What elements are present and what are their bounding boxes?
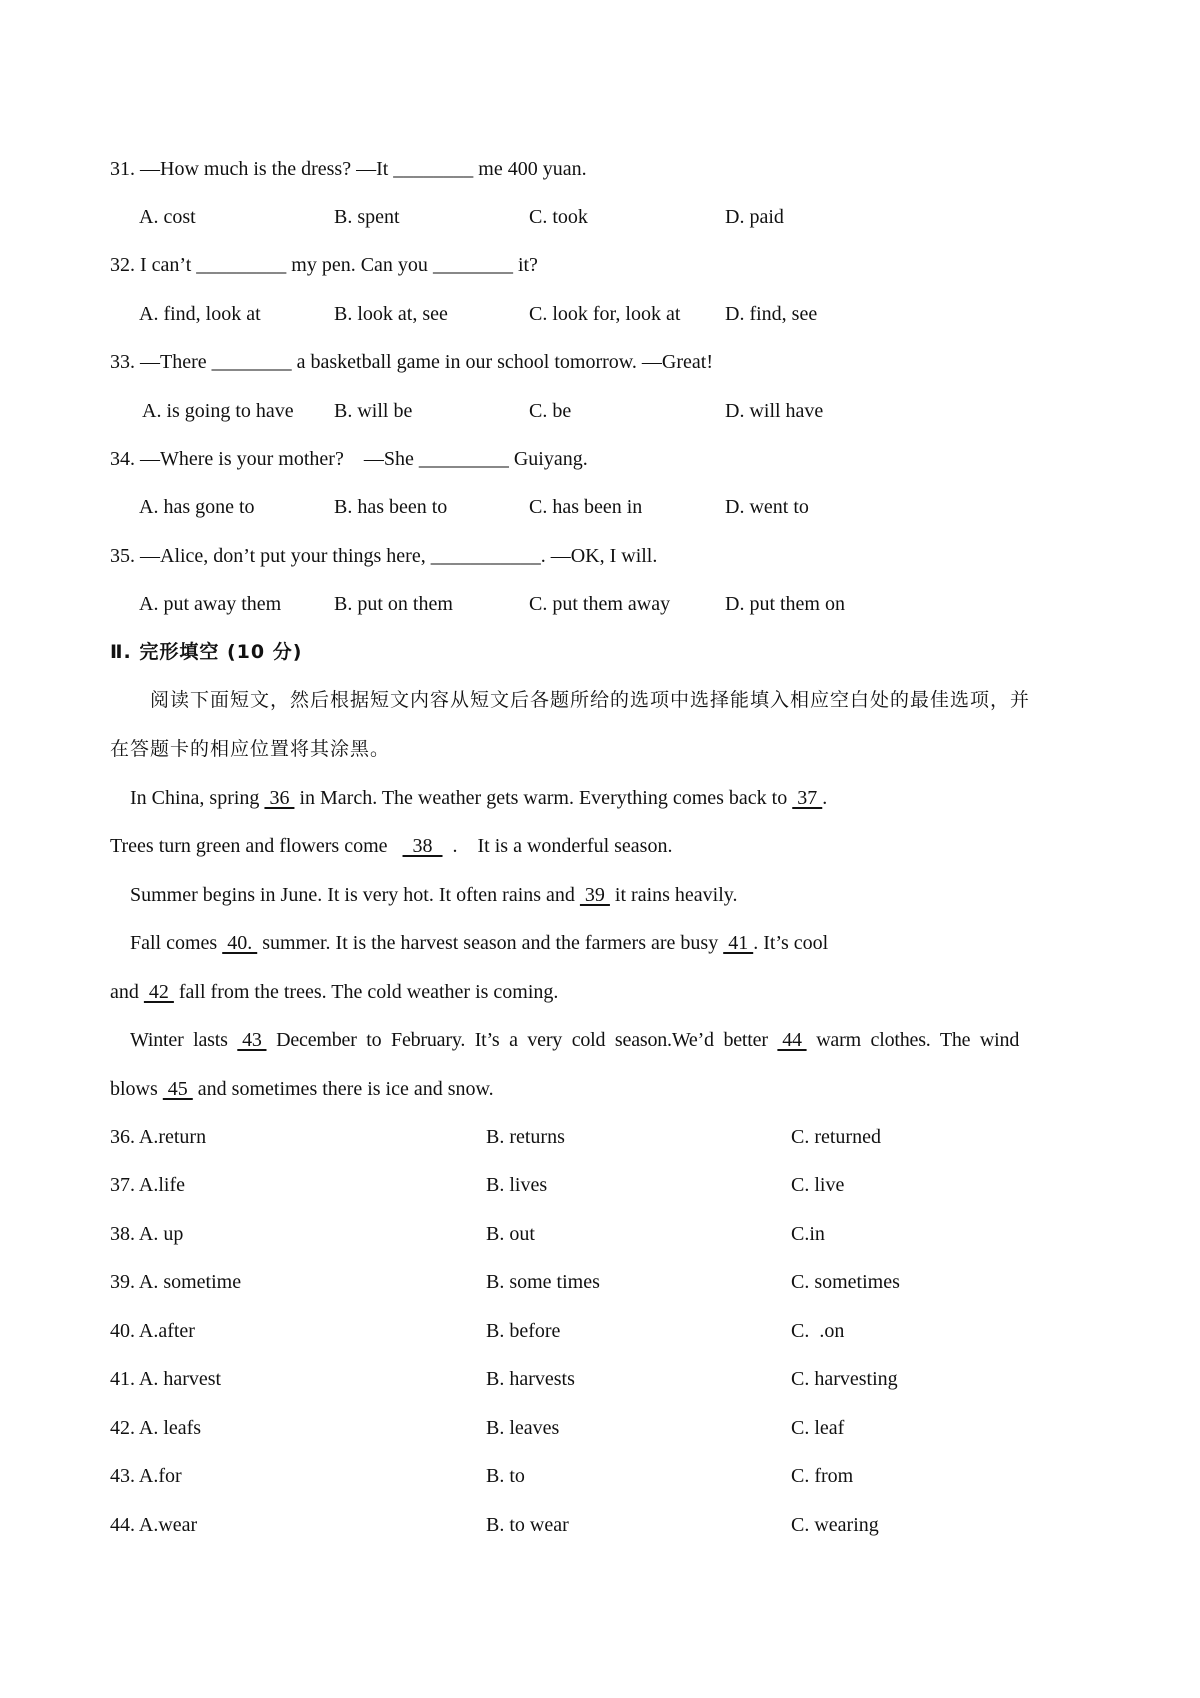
- blank-42: 42: [143, 981, 174, 1003]
- option-33-a: A. is going to have: [142, 400, 294, 422]
- cloze-44-c: C. wearing: [791, 1514, 879, 1536]
- cloze-40-c: C. .on: [791, 1320, 845, 1342]
- cloze-38-b: B. out: [486, 1223, 535, 1245]
- cloze-39-c: C. sometimes: [791, 1271, 900, 1293]
- cloze-37-c: C. live: [791, 1174, 845, 1196]
- question-35-stem: 35. —Alice, don’t put your things here, ___________. —OK, I will.: [110, 545, 658, 567]
- option-33-d: D. will have: [725, 400, 824, 422]
- cloze-42-b: B. leaves: [486, 1417, 560, 1439]
- option-31-a: A. cost: [139, 206, 196, 228]
- blank-44: 44: [777, 1029, 807, 1051]
- cloze-43-a: 43. A.for: [110, 1465, 182, 1487]
- blank: ________: [211, 351, 292, 373]
- cloze-39-a: 39. A. sometime: [110, 1271, 242, 1293]
- cloze-42-c: C. leaf: [791, 1417, 845, 1439]
- blank: _________: [418, 448, 509, 470]
- passage-line-4: Fall comes 40. summer. It is the harvest season and the farmers are busy 41 . It’s cool: [130, 932, 829, 954]
- option-31-d: D. paid: [725, 206, 784, 228]
- blank-36: 36: [264, 787, 295, 809]
- option-33-b: B. will be: [334, 400, 413, 422]
- option-32-b: B. look at, see: [334, 303, 448, 325]
- question-34-stem: 34. —Where is your mother? —She _________ Guiyang.: [110, 448, 588, 470]
- cloze-41-c: C. harvesting: [791, 1368, 898, 1390]
- cloze-43-b: B. to: [486, 1465, 525, 1487]
- option-32-c: C. look for, look at: [529, 303, 681, 325]
- blank-37: 37: [792, 787, 823, 809]
- cloze-40-a: 40. A.after: [110, 1320, 195, 1342]
- cloze-38-a: 38. A. up: [110, 1223, 184, 1245]
- passage-line-6: Winter lasts 43 December to February. It’s a very cold season.We’d better 44 warm clothes. The wind: [130, 1029, 1020, 1051]
- passage-line-5: and 42 fall from the trees. The cold weather is coming.: [110, 981, 559, 1003]
- instruction-line-2: 在答题卡的相应位置将其涂黑。: [110, 738, 391, 760]
- option-34-c: C. has been in: [529, 496, 643, 518]
- blank: ________: [393, 158, 474, 180]
- cloze-39-b: B. some times: [486, 1271, 600, 1293]
- cloze-41-b: B. harvests: [486, 1368, 575, 1390]
- question-33-stem: 33. —There ________ a basketball game in our school tomorrow. —Great!: [110, 351, 713, 373]
- option-34-a: A. has gone to: [139, 496, 255, 518]
- option-34-b: B. has been to: [334, 496, 448, 518]
- option-31-b: B. spent: [334, 206, 400, 228]
- blank-41: 41: [723, 932, 754, 954]
- option-35-d: D. put them on: [725, 593, 845, 615]
- option-32-d: D. find, see: [725, 303, 818, 325]
- cloze-37-a: 37. A.life: [110, 1174, 185, 1196]
- passage-line-1: In China, spring 36 in March. The weather gets warm. Everything comes back to 37 .: [130, 787, 828, 809]
- blank: ___________: [430, 545, 541, 567]
- cloze-41-a: 41. A. harvest: [110, 1368, 222, 1390]
- option-31-c: C. took: [529, 206, 588, 228]
- passage-line-2: Trees turn green and flowers come 38 . It is a wonderful season.: [110, 835, 673, 857]
- cloze-38-c: C.in: [791, 1223, 825, 1245]
- cloze-37-b: B. lives: [486, 1174, 548, 1196]
- option-35-a: A. put away them: [139, 593, 282, 615]
- cloze-40-b: B. before: [486, 1320, 561, 1342]
- passage-line-7: blows 45 and sometimes there is ice and snow.: [110, 1078, 494, 1100]
- option-32-a: A. find, look at: [139, 303, 261, 325]
- cloze-36-b: B. returns: [486, 1126, 565, 1148]
- blank-38: 38: [402, 835, 443, 857]
- question-31-stem: 31. —How much is the dress? —It ________ me 400 yuan.: [110, 158, 587, 180]
- section-heading: Ⅱ. 完形填空 (10 分): [110, 641, 303, 663]
- blank: _________: [196, 254, 287, 276]
- blank: ________: [432, 254, 513, 276]
- cloze-36-a: 36. A.return: [110, 1126, 207, 1148]
- cloze-43-c: C. from: [791, 1465, 854, 1487]
- option-33-c: C. be: [529, 400, 572, 422]
- cloze-44-b: B. to wear: [486, 1514, 569, 1536]
- blank-39: 39: [579, 884, 610, 906]
- passage-line-3: Summer begins in June. It is very hot. It often rains and 39 it rains heavily.: [130, 884, 738, 906]
- option-34-d: D. went to: [725, 496, 809, 518]
- question-32-stem: 32. I can’t _________ my pen. Can you ________ it?: [110, 254, 538, 276]
- instruction-line-1: 阅读下面短文，然后根据短文内容从短文后各题所给的选项中选择能填入相应空白处的最佳选项，并: [150, 689, 1031, 711]
- blank-43: 43: [237, 1029, 267, 1051]
- blank-40: 40.: [222, 932, 258, 954]
- blank-45: 45: [162, 1078, 193, 1100]
- cloze-36-c: C. returned: [791, 1126, 881, 1148]
- cloze-44-a: 44. A.wear: [110, 1514, 198, 1536]
- cloze-42-a: 42. A. leafs: [110, 1417, 202, 1439]
- option-35-b: B. put on them: [334, 593, 453, 615]
- option-35-c: C. put them away: [529, 593, 671, 615]
